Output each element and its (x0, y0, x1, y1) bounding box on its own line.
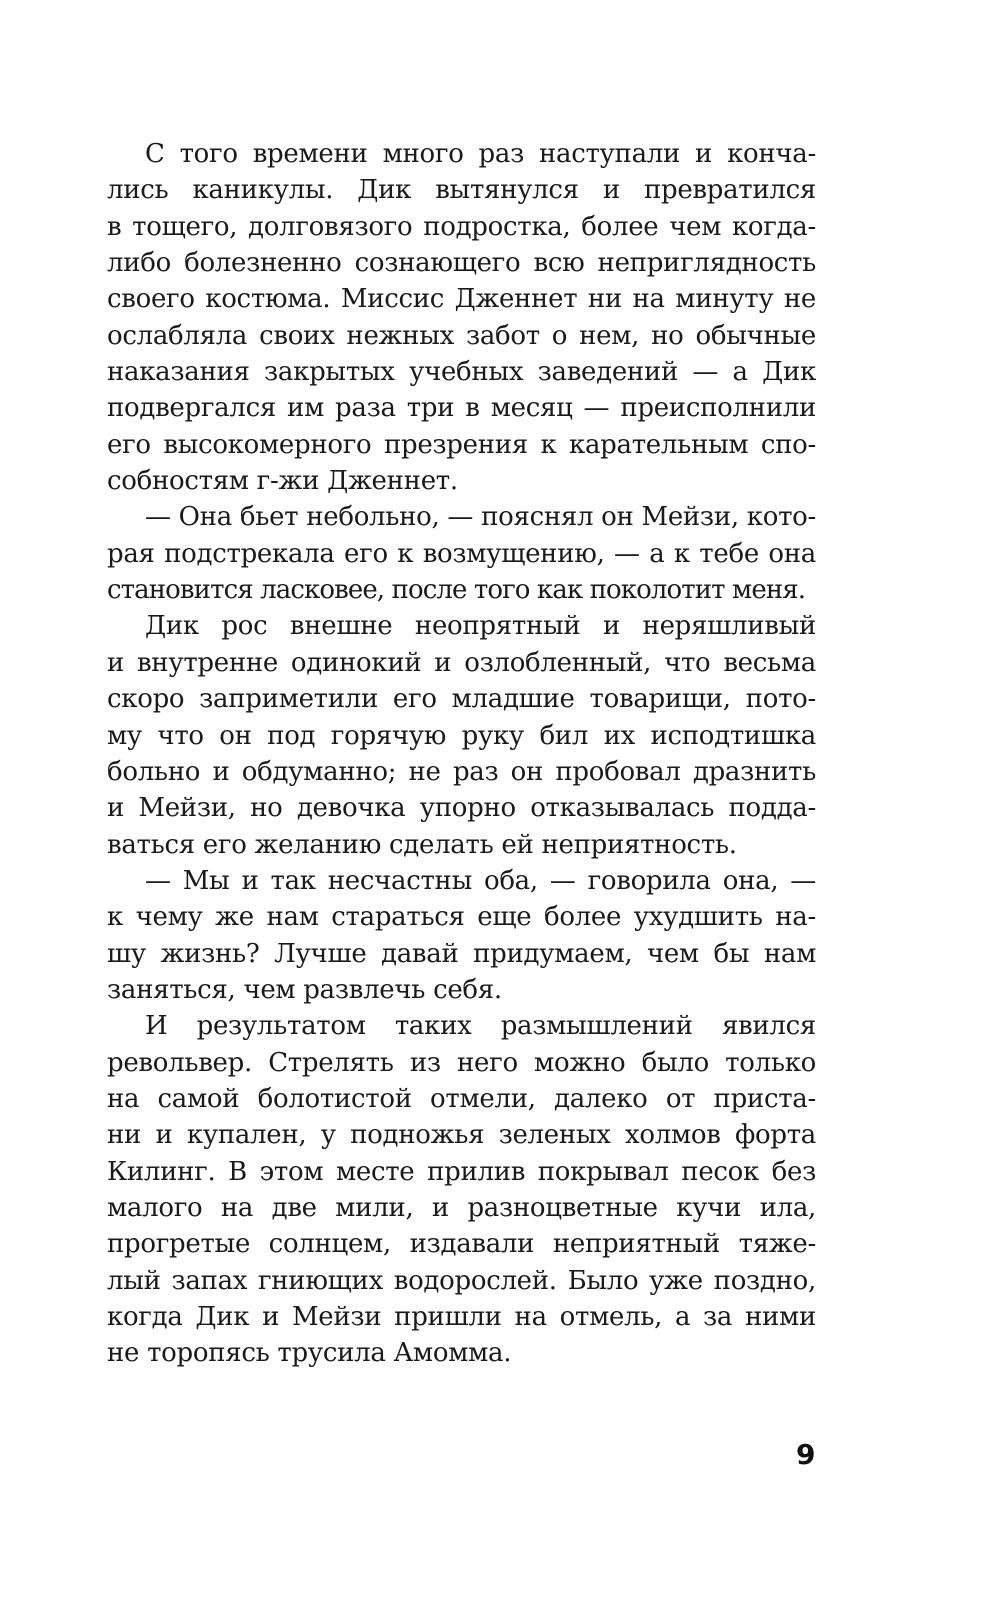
dialogue-paragraph (107, 863, 816, 1008)
text-line: Килинг. В этом месте прилив покрывал песок без (107, 1156, 816, 1187)
text-line: и Мейзи, но девочка упорно отказывалась подда- (107, 793, 816, 824)
text-line: шу жизнь? Лучше давай придумаем, чем бы нам (107, 938, 816, 969)
body-text (107, 136, 816, 1372)
text-line: С того времени много раз наступали и конча- (145, 139, 816, 169)
paragraph (107, 1008, 816, 1371)
text-line: заняться, чем развлечь себя. (107, 974, 502, 1005)
text-line: му что он под горячую руку бил их исподтишка (107, 720, 816, 751)
text-line: в тощего, долговязого подростка, более чем когда- (107, 211, 816, 242)
text-line: ни и купален, у подножья зеленых холмов форта (107, 1120, 816, 1151)
text-line: малого на две мили, и разноцветные кучи ила, (107, 1192, 816, 1223)
text-line: скоро заприметили его младшие товарищи, пото- (107, 684, 816, 715)
text-line: не торопясь трусила Амомма. (107, 1338, 512, 1369)
text-line: — Мы и так несчастны оба, — говорила она, — (145, 865, 816, 896)
text-line: когда Дик и Мейзи пришли на отмель, а за ними (107, 1302, 816, 1332)
paragraph (107, 608, 816, 862)
text-line: ваться его желанию сделать ей неприятность. (107, 829, 737, 860)
text-line: лый запах гниющих водорослей. Было уже поздно, (107, 1265, 816, 1296)
dialogue-paragraph (107, 499, 816, 608)
text-line: револьвер. Стрелять из него можно было только (107, 1047, 816, 1078)
text-line: своего костюма. Миссис Дженнет ни на минуту не (107, 284, 816, 315)
page-number: 9 (796, 1438, 816, 1471)
text-line: наказания закрытых учебных заведений — а Дик (107, 357, 816, 388)
text-line: рая подстрекала его к возмущению, — а к тебе она (107, 538, 816, 569)
text-line: становится ласковее, после того как поколотит меня. (107, 575, 806, 606)
text-line: И результатом таких размышлений явился (145, 1011, 816, 1042)
text-line: прогретые солнцем, издавали неприятный тяже- (107, 1229, 816, 1260)
text-line: и внутренне одинокий и озлобленный, что весьма (107, 647, 816, 678)
text-line: на самой болотистой отмели, далеко от приста- (107, 1083, 816, 1114)
text-line: ослабляла своих нежных забот о нем, но обычные (107, 320, 816, 351)
text-line: Дик рос внешне неопрятный и неряшливый (145, 611, 816, 642)
text-line: подвергался им раза три в месяц — преисполнили (107, 393, 816, 424)
text-line: больно и обдуманно; не раз он пробовал дразнить (107, 756, 816, 787)
text-line: лись каникулы. Дик вытянулся и превратился (107, 175, 816, 206)
text-line: собностям г-жи Дженнет. (107, 466, 458, 497)
text-line: к чему же нам стараться еще более ухудшить на- (107, 902, 816, 933)
text-line: его высокомерного презрения к карательным спо- (107, 429, 816, 460)
text-line: — Она бьет небольно, — пояснял он Мейзи, кото- (145, 502, 816, 533)
text-line: либо болезненно сознающего всю неприглядность (107, 248, 816, 279)
paragraph (107, 136, 816, 499)
